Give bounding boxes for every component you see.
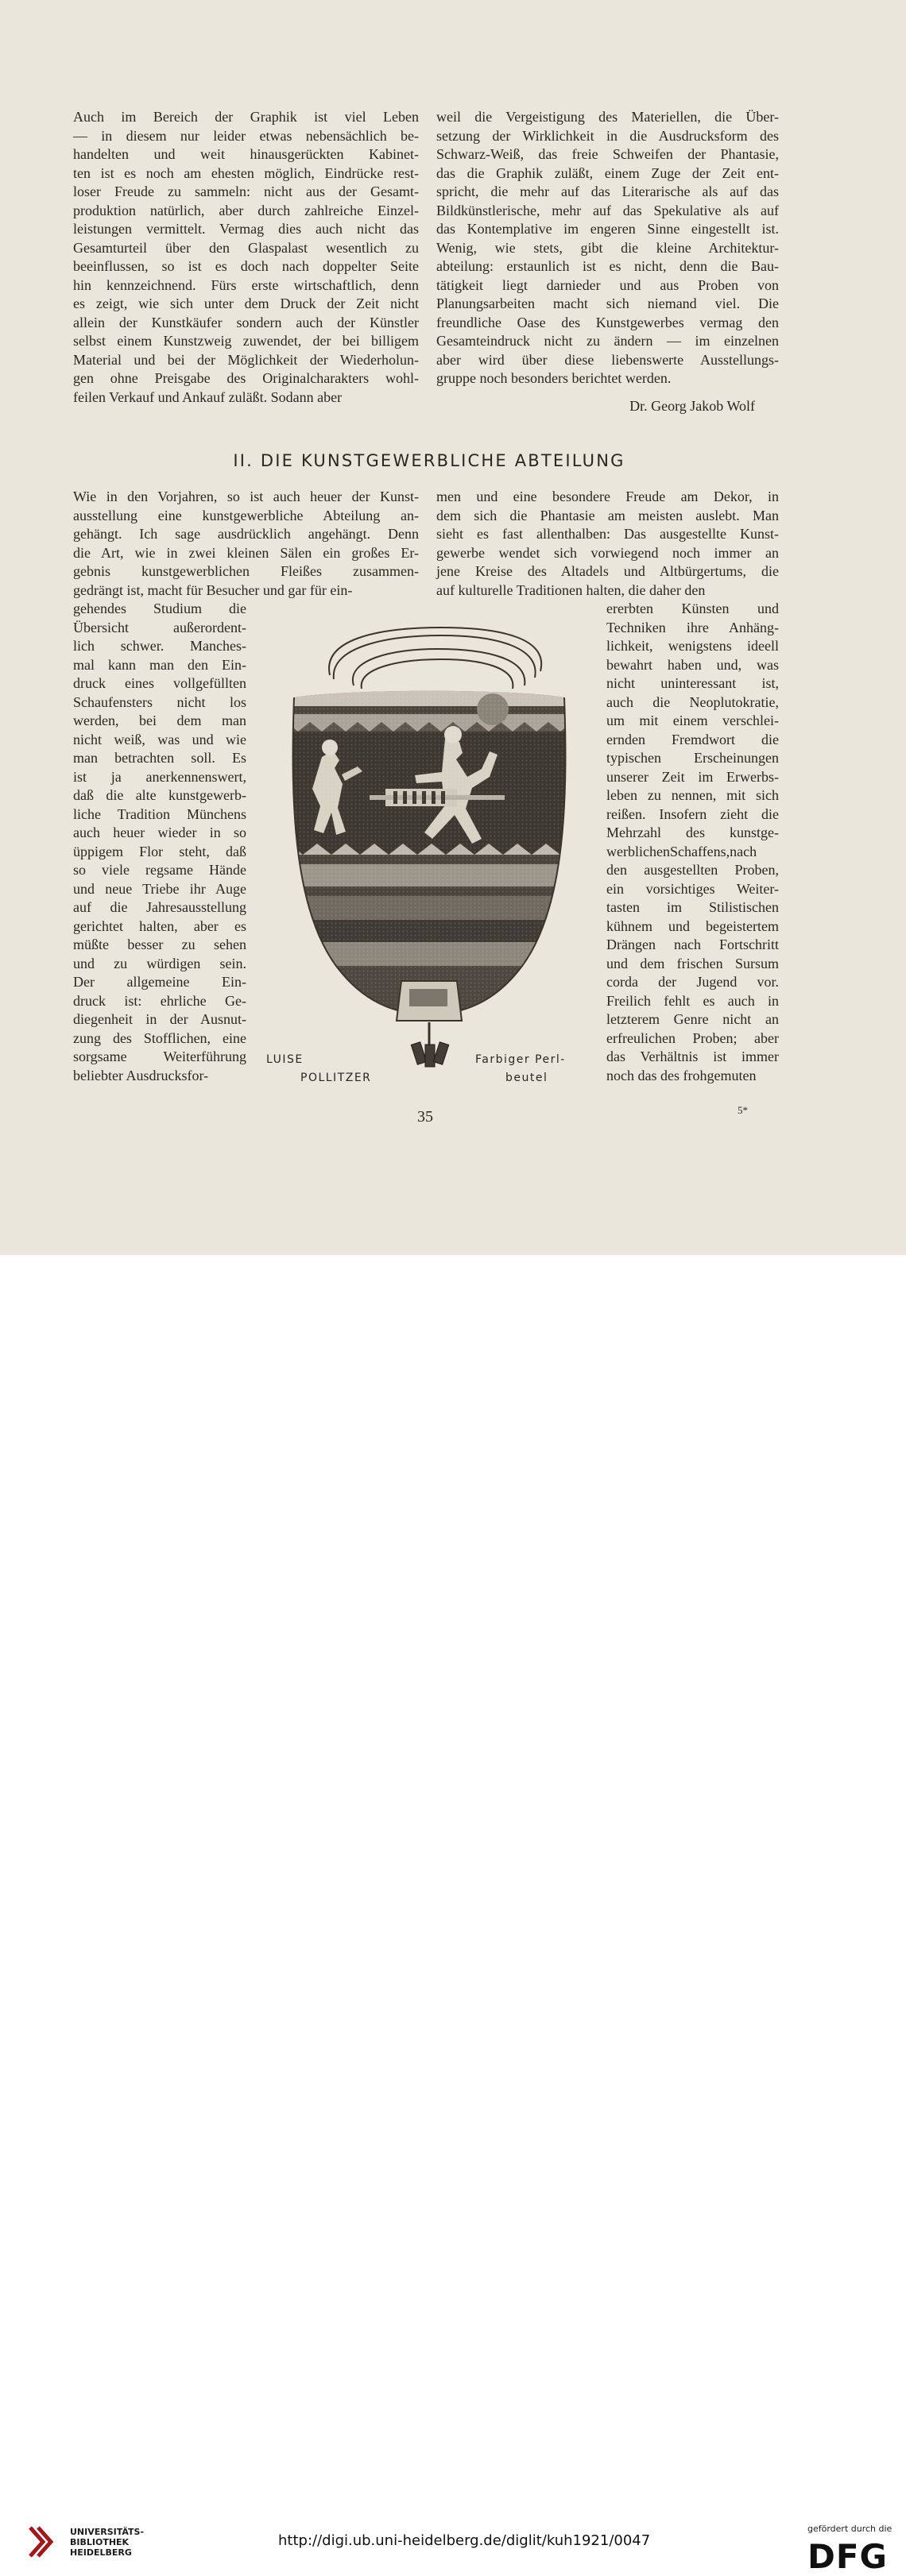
text-line: loser Freude zu sammeln: nicht aus der Gesamt- [73,183,419,199]
text-line: Übersicht außerordent- [73,619,246,635]
scanned-page [0,0,906,1255]
text-line: auf kulturelle Traditionen halten, die daher den [436,581,706,598]
text-line: unserer Zeit im Erwerbs- [606,768,779,785]
text-line: ein vorsichtiges Weiter- [606,880,779,897]
text-line: liche Tradition Münchens [73,805,246,822]
text-line: üppigem Flor steht, daß [73,843,246,859]
text-line: Der allgemeine Ein- [73,974,246,990]
text-line: tätigkeit liegt darnieder und aus Proben von [436,276,779,293]
text-line: auch die Neoplutokratie, [606,693,779,710]
signature-mark: 5* [738,1104,748,1116]
text-line: weil die Vergeistigung des Materiellen, die Über- [436,109,779,125]
section-left-narrow [73,600,246,1085]
text-line: letzterem Genre nicht an [606,1011,779,1027]
text-line: beeinflussen, so ist es doch nach doppelter Seite [73,258,419,274]
text-line: druck ist: ehrliche Ge- [73,992,246,1009]
text-line: Drängen nach Fortschritt [606,937,779,952]
text-line: lichkeit, wenigstens ideell [606,638,779,654]
text-line: gerichtet halten, aber es [73,917,246,934]
text-line: auf die Jahresausstellung [73,899,246,915]
text-line: zung des Stofflichen, eine [73,1029,246,1046]
text-line: man betrachten soll. Es [73,750,246,766]
text-line: Auch im Bereich der Graphik ist viel Leben [73,109,419,125]
text-line: Schaufensters nicht los [73,693,246,710]
text-line: druck eines vollgefüllten [73,675,246,691]
text-line: das Kontemplative im engeren Sinne eingestellt ist. [436,221,779,237]
text-line: ten ist es noch am ehesten möglich, Eindrücke rest- [73,164,419,181]
text-line: produktion natürlich, aber durch zahlreiche Einzel- [73,202,419,218]
text-line: mal kann man den Ein- [73,656,246,673]
text-line: und zu würdigen sein. [73,955,246,971]
library-name-line-3: HEIDELBERG [70,2547,132,2558]
text-line: ausstellung eine kunstgewerbliche Abteilung an- [73,507,419,523]
text-line: selbst einem Kunstzweig zuwendet, der bei billigem [73,333,419,349]
text-line: ist ja anerkennenswert, [73,768,246,785]
library-name [70,2527,144,2558]
text-line: es zeigt, wie sich unter dem Druck der Zeit nicht [73,295,419,311]
author-signature: Dr. Georg Jakob Wolf [629,398,755,414]
text-line: gewerbe wendet sich vorwiegend noch immer an [436,544,779,561]
text-line: werblichenSchaffens,nach [606,843,757,859]
text-line: sieht es fast allenthalben: Das ausgestellte Kunst- [436,526,779,542]
footer-bar [0,1255,906,2576]
text-line: und dem frischen Sursum [606,955,779,971]
text-line: Planungsarbeiten macht sich niemand viel. Die [436,295,779,311]
section-left-wide [73,488,419,600]
text-line: corda der Jugend vor. [606,974,779,990]
caption-artist-line-2: POLLITZER [300,1072,372,1084]
university-library-logo-icon [27,2524,60,2561]
section-heading: II. DIE KUNSTGEWERBLICHE ABTEILUNG [233,451,625,470]
text-line: ererbten Künsten und [606,601,779,616]
funded-by-label: gefördert durch die [807,2524,892,2534]
text-line: die Art, wie in zwei kleinen Sälen ein großes Er- [73,544,419,561]
text-line: gedrängt ist, macht für Besucher und gar für ein- [73,581,353,598]
text-line: abteilung: erstaunlich ist es nicht, denn die Bau- [436,258,779,274]
text-line: reißen. Insofern zieht die [606,805,779,822]
text-line: gehängt. Ich sage ausdrücklich angehängt. Denn [73,526,419,542]
text-line: — in diesem nur leider etwas nebensächlich be- [73,127,419,144]
page-number: 35 [417,1108,433,1126]
text-line: Material und bei der Möglichkeit der Wiederholun- [73,351,419,368]
source-url-link[interactable]: http://digi.ub.uni-heidelberg.de/diglit/kuh1921/0047 [278,2532,651,2549]
section-right-wide [436,488,779,600]
text-line: werden, bei dem man [73,713,246,728]
text-line: typischen Erscheinungen [606,750,779,766]
text-line: nicht uninteressant ist, [606,675,779,691]
text-line: Bildkünstlerische, mehr auf das Spekulative als auf [436,202,779,218]
text-line: Mehrzahl des kunstge- [606,825,779,840]
caption-artist-line-1: LUISE [266,1053,304,1066]
text-line: dem sich die Phantasie am meisten auslebt. Man [436,507,779,523]
text-line: das Verhältnis ist immer [606,1049,779,1064]
text-line: men und eine besondere Freude am Dekor, in [436,489,779,504]
text-line: Wie in den Vorjahren, so ist auch heuer der Kunst- [73,489,419,504]
text-line: feilen Verkauf und Ankauf zuläßt. Sodann aber [73,388,343,405]
text-line: gebnis kunstgewerblichen Fleißes zusammen- [73,563,419,579]
section-right-narrow [606,600,779,1085]
text-line: tasten im Stilistischen [606,899,779,915]
text-line: auch heuer wieder in so [73,825,246,840]
text-line: allein der Kunstkäufer sondern auch der Künstler [73,314,419,330]
text-line: erfreulichen Proben; aber [606,1029,779,1046]
text-line: kühnem und begeistertem [606,917,779,934]
text-line: jene Kreise des Altadels und Altbürgertums, die [436,563,779,579]
text-line: gehendes Studium die [73,601,246,616]
text-line: spricht, die mehr auf das Literarische als auf das [436,183,779,199]
library-name-line-1: UNIVERSITÄTS- [70,2527,145,2537]
text-line: diegenheit in der Ausnut- [73,1011,246,1027]
text-line: hin kennzeichnend. Fürs erste wirtschaftlich, denn [73,276,419,293]
text-line: nicht weiß, was und wie [73,731,246,747]
text-line: aber wird über diese liebenswerte Ausstellungs- [436,351,779,368]
text-line: daß die alte kunstgewerb- [73,787,246,803]
text-line: noch das des frohgemuten [606,1067,757,1083]
text-line: den ausgestellten Proben, [606,862,779,878]
text-line: freundliche Oase des Kunstgewerbes vermag den [436,314,779,330]
caption-title-line-1: Farbiger Perl- [475,1053,566,1066]
beaded-purse-illustration [274,616,584,1072]
text-line: das die Graphik zuläßt, einem Zuge der Zeit ent- [436,164,779,181]
text-line: leben zu nennen, mit sich [606,787,779,803]
top-right-column [436,108,779,388]
text-line: Gesamteindruck nicht zu ändern — im einzelnen [436,333,779,349]
text-line: Schwarz-Weiß, das freie Schweifen der Phantasie, [436,146,779,162]
text-line: setzung der Wirklichkeit in die Ausdrucksform des [436,127,779,144]
caption-title-line-2: beutel [505,1072,548,1084]
text-line: und neue Triebe ihr Auge [73,880,246,897]
text-line: bewahrt haben und, was [606,656,779,673]
text-line: gen ohne Preisgabe des Originalcharakters wohl- [73,370,419,386]
text-line: um mit einem verschlei- [606,713,779,728]
text-line: leistungen vermittelt. Vermag dies auch nicht das [73,221,419,237]
dfg-logo: DFG [807,2537,889,2576]
library-name-line-2: BIBLIOTHEK [70,2537,130,2547]
text-line: beliebter Ausdrucksfor- [73,1067,209,1083]
text-line: Freilich fehlt es auch in [606,992,779,1009]
text-line: handelten und weit hinausgerückten Kabinet- [73,146,419,162]
text-line: Wenig, wie stets, gibt die kleine Architektur- [436,239,779,256]
text-line: sorgsame Weiterführung [73,1049,246,1064]
text-line: gruppe noch besonders berichtet werden. [436,370,672,386]
text-line: lich schwer. Manches- [73,638,246,654]
text-line: Techniken ihre Anhäng- [606,619,779,635]
text-line: müßte besser zu sehen [73,937,246,952]
top-left-column [73,108,419,407]
text-line: Gesamturteil über den Glaspalast wesentlich zu [73,239,419,256]
text-line: ernden Fremdwort die [606,731,779,747]
text-line: so viele regsame Hände [73,862,246,878]
